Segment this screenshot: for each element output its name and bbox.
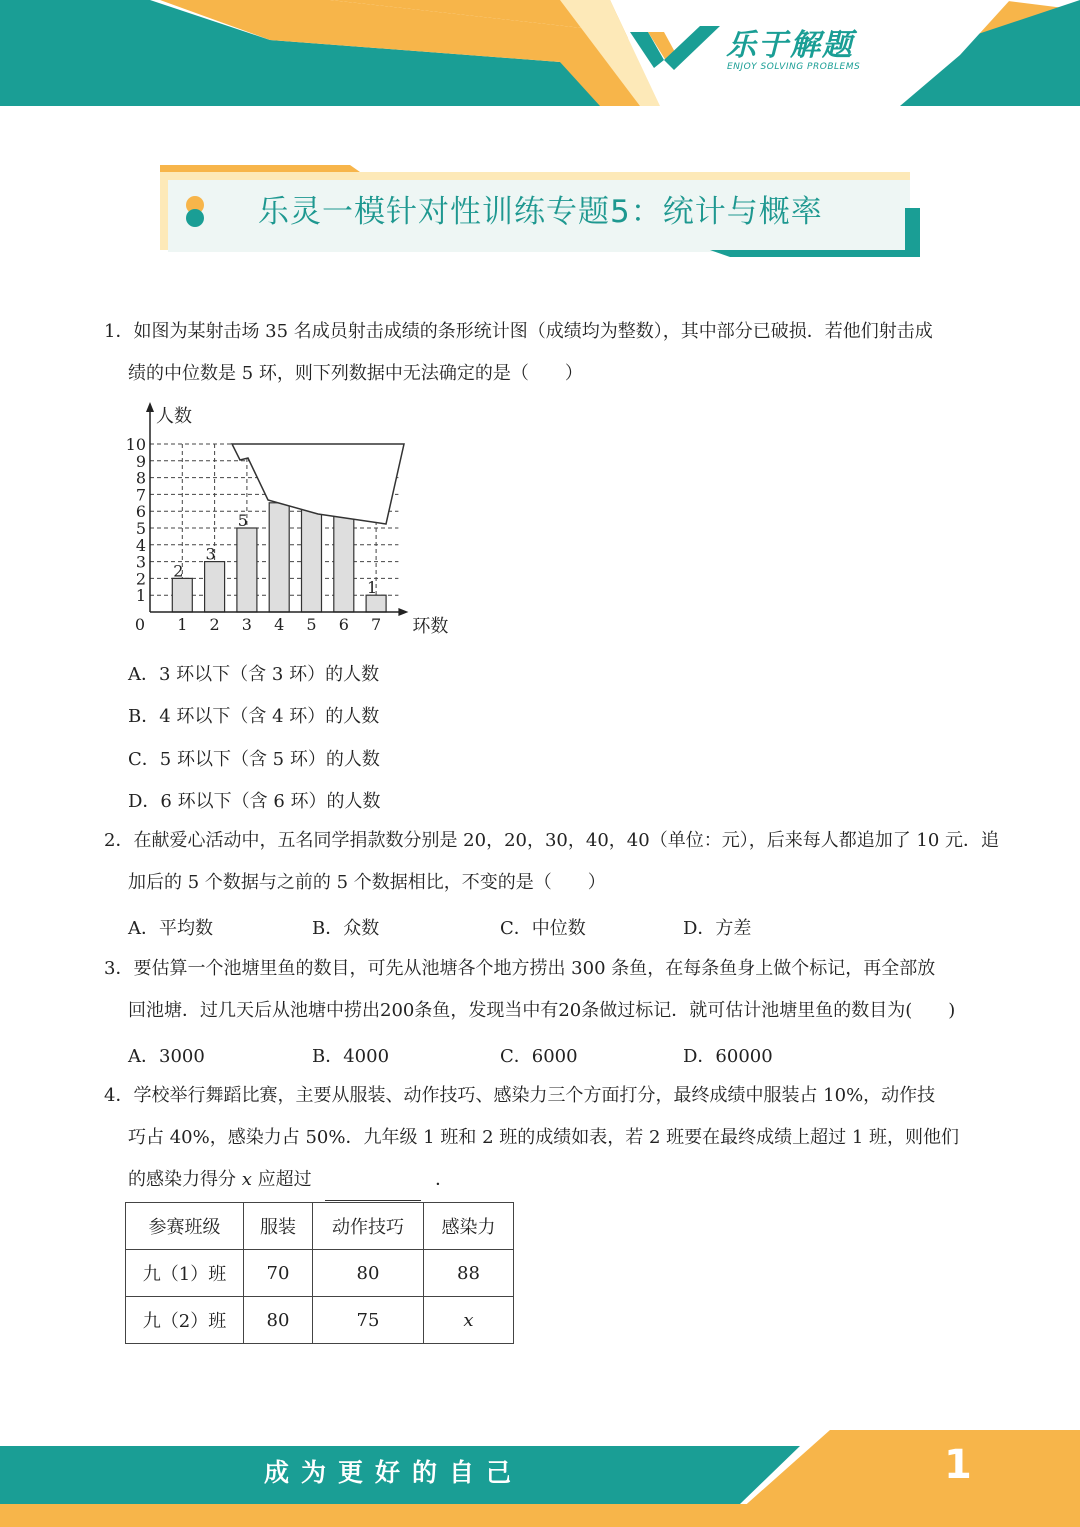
bar-data-label: 5 [237, 511, 248, 530]
x-tick-label: 6 [338, 615, 349, 634]
q4-line-2: 巧占 40%，感染力占 50%．九年级 1 班和 2 班的成绩如表，若 2 班要在最终成绩上超过 1 班，则他们 [128, 1127, 960, 1148]
q2-line-2: 加后的 5 个数据与之前的 5 个数据相比，不变的是（ ） [128, 872, 606, 893]
table-header-row [126, 1203, 514, 1250]
q3-option-a: A．3000 [128, 1046, 205, 1067]
footer-slogan: 成为更好的自己 [264, 1458, 524, 1487]
table-cell: x [424, 1297, 514, 1344]
q1-option-d: D．6 环以下（含 6 环）的人数 [128, 791, 381, 812]
y-tick-label: 8 [135, 468, 146, 488]
table-cell: 88 [424, 1250, 514, 1297]
table-cell: 九（2）班 [126, 1297, 244, 1344]
x-tick-label: 5 [306, 615, 317, 634]
x-tick-label: 7 [371, 615, 382, 634]
torn-region [232, 444, 404, 524]
y-tick-label: 5 [135, 519, 146, 538]
brand-tagline: ENJOY SOLVING PROBLEMS [727, 62, 861, 72]
y-tick-label: 1 [135, 586, 146, 606]
bar-data-label: 3 [205, 544, 216, 564]
q2-option-c: C．中位数 [500, 918, 586, 939]
y-tick-label: 3 [135, 552, 146, 572]
bar-3 [237, 528, 257, 612]
y-tick-label: 7 [135, 485, 146, 505]
q4-line-3-end: ． [435, 1169, 454, 1190]
y-axis-label: 人数 [156, 406, 192, 427]
brand-name: 乐于解题 [726, 28, 854, 63]
bar-1 [172, 578, 192, 612]
q4-line-3-mid: 应超过 [257, 1169, 312, 1190]
q2-option-d: D．方差 [683, 918, 752, 939]
y-tick-label: 6 [135, 502, 146, 522]
table-cell: 70 [244, 1250, 313, 1297]
page-title: 乐灵一模针对性训练专题5：统计与概率 [258, 194, 823, 230]
table-row [126, 1250, 514, 1297]
q2-option-b: B．众数 [312, 918, 380, 939]
x-tick-label: 2 [209, 615, 220, 634]
q1-option-b: B．4 环以下（含 4 环）的人数 [128, 706, 380, 727]
bar-data-label: 1 [367, 578, 378, 598]
table-header: 动作技巧 [313, 1203, 424, 1250]
bar-5 [302, 503, 322, 612]
origin-label: 0 [134, 615, 146, 634]
answer-blank[interactable] [325, 1182, 421, 1201]
q1-option-c: C．5 环以下（含 5 环）的人数 [128, 749, 380, 770]
logo-mark [630, 24, 722, 70]
q3-line-2: 回池塘．过几天后从池塘中捞出200条鱼，发现当中有20条做过标记．就可估计池塘里鱼的数目为( ) [128, 1000, 956, 1021]
q2-option-a: A．平均数 [128, 918, 213, 939]
x-axis-label: 环数 [412, 616, 449, 637]
y-tick-label: 10 [125, 435, 146, 454]
q3-line-1: 3．要估算一个池塘里鱼的数目，可先从池塘各个地方捞出 300 条鱼，在每条鱼身上做个标记，再全部放 [104, 958, 936, 979]
x-axis-arrow-icon [398, 608, 408, 616]
table-cell: 80 [244, 1297, 313, 1344]
q4-line-1: 4．学校举行舞蹈比赛，主要从服装、动作技巧、感染力三个方面打分，最终成绩中服装占 10%，动作技 [104, 1085, 936, 1106]
y-tick-label: 2 [135, 569, 146, 589]
y-tick-label: 4 [135, 535, 146, 555]
q1-line-1: 1．如图为某射击场 35 名成员射击成绩的条形统计图（成绩均为整数），其中部分已破损．若他们射击成 [104, 321, 933, 342]
table-cell: 75 [313, 1297, 424, 1344]
q1-option-a: A．3 环以下（含 3 环）的人数 [128, 664, 380, 685]
bar-chart [110, 398, 450, 643]
table-header: 感染力 [424, 1203, 514, 1250]
table-cell: 九（1）班 [126, 1250, 244, 1297]
bar-2 [205, 562, 225, 612]
bar-7 [366, 595, 386, 612]
header-band [0, 0, 1080, 112]
q3-option-c: C．6000 [500, 1046, 578, 1067]
bar-data-label: 2 [173, 561, 184, 581]
bar-4 [269, 503, 289, 612]
q4-line-3-prefix: 的感染力得分 [128, 1169, 236, 1190]
table-cell: 80 [313, 1250, 424, 1297]
table-row [126, 1297, 514, 1344]
table-header: 服装 [244, 1203, 313, 1250]
x-tick-label: 3 [241, 615, 252, 634]
y-axis-arrow-icon [146, 402, 154, 412]
q4-variable: x [241, 1169, 252, 1190]
q3-option-d: D．60000 [683, 1046, 773, 1067]
x-tick-label: 1 [177, 615, 188, 634]
y-tick-label: 9 [135, 451, 146, 471]
table-header: 参赛班级 [126, 1203, 244, 1250]
footer-band [0, 1430, 1080, 1527]
q4-line-3 [128, 1159, 453, 1201]
score-table [125, 1202, 514, 1344]
x-tick-label: 4 [274, 615, 285, 634]
page-number: 1 [944, 1442, 972, 1488]
q3-option-b: B．4000 [312, 1046, 390, 1067]
q1-line-2: 绩的中位数是 5 环，则下列数据中无法确定的是（ ） [128, 363, 583, 384]
q2-line-1: 2．在献爱心活动中，五名同学捐款数分别是 20，20，30，40，40（单位：元），后来每人都追加了 10 元．追 [104, 830, 1000, 851]
